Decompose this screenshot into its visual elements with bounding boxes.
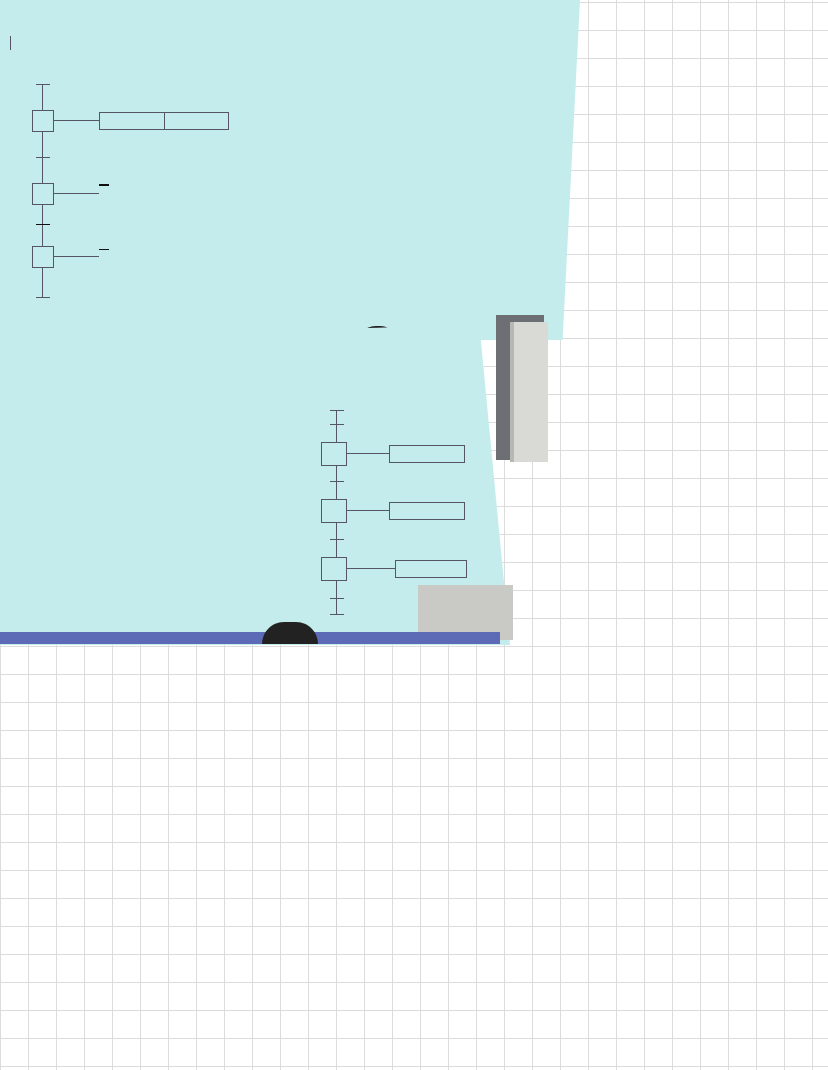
u5-transition2-bar <box>36 224 50 225</box>
u5-link-step4-action <box>53 193 99 194</box>
u6-cond-b3-bar <box>330 539 344 540</box>
u6-cond-top-bar <box>330 424 344 425</box>
u5-link-step5-action <box>53 256 99 257</box>
u5-bottom-bar <box>36 297 50 298</box>
u6-top-bar <box>330 410 344 411</box>
u6-action-1 <box>389 445 465 463</box>
u5-top-bar <box>36 84 50 85</box>
whiteboard-rail <box>510 322 548 462</box>
u5-action-divider <box>164 113 165 129</box>
u5-hand-pumpe <box>99 184 109 186</box>
u5-step3-action-box <box>99 112 229 130</box>
u5-step-5 <box>32 246 54 268</box>
u6-step-2 <box>321 499 347 523</box>
u6-link-step3 <box>346 568 395 569</box>
u6-link-step2 <box>346 510 389 511</box>
projector-taskbar <box>0 632 500 644</box>
u5-link-step3-action <box>53 120 99 121</box>
u6-bottom-bar <box>330 614 344 615</box>
signal-time-diagram <box>280 95 460 270</box>
u6-step-1 <box>321 442 347 466</box>
u6-cond-s1s2-bar <box>330 481 344 482</box>
u5-transition1-bar <box>36 157 50 158</box>
margin-mark <box>10 36 11 50</box>
u6-link-step1 <box>346 453 389 454</box>
u5-hand-ventil1 <box>99 249 109 250</box>
u5-step-4 <box>32 183 54 205</box>
u6-action-2 <box>389 502 465 520</box>
u6-step-3 <box>321 557 347 581</box>
u5-step-3 <box>32 110 54 132</box>
u6-action-3 <box>395 560 467 578</box>
u6-cond-b4-bar <box>330 598 344 599</box>
